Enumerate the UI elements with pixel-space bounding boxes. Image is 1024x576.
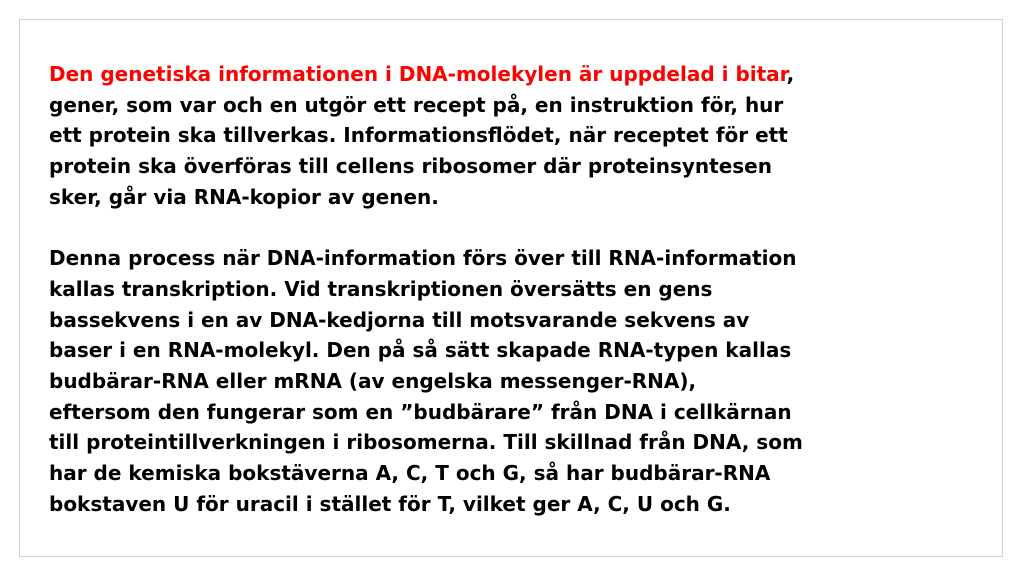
paragraph1-line-4: protein ska överföras till cellens ribosomer där proteinsyntesen bbox=[49, 154, 772, 179]
paragraph2-line-9: bokstaven U för uracil i stället för T, vilket ger A, C, U och G. bbox=[49, 491, 731, 516]
paragraph1-line-1-rest: , bbox=[786, 62, 795, 86]
paragraph-genetic-information bbox=[49, 59, 989, 213]
paragraph2-line-2: kallas transkription. Vid transkriptionen översätts en gens bbox=[49, 276, 713, 301]
paragraph2-line-7: till proteintillverkningen i ribosomerna. Till skillnad från DNA, som bbox=[49, 430, 803, 455]
paragraph2-line-5: budbärar-RNA eller mRNA (av engelska messenger-RNA), bbox=[49, 369, 697, 394]
paragraph-transcription bbox=[49, 243, 989, 519]
paragraph1-line-1 bbox=[49, 59, 989, 90]
paragraph2-line-8: har de kemiska bokstäverna A, C, T och G, så har budbärar-RNA bbox=[49, 461, 771, 486]
slide-body bbox=[49, 59, 989, 520]
paragraph1-line-3: ett protein ska tillverkas. Informationsflödet, när receptet för ett bbox=[49, 123, 788, 148]
highlighted-phrase: Den genetiska informationen i DNA-molekylen är uppdelad i bitar bbox=[49, 62, 787, 86]
paragraph2-line-4: baser i en RNA-molekyl. Den på så sätt skapade RNA-typen kallas bbox=[49, 338, 792, 363]
slide-frame bbox=[19, 19, 1003, 557]
paragraph2-line-6: eftersom den fungerar som en ”budbärare” från DNA i cellkärnan bbox=[49, 399, 792, 424]
paragraph1-line-2: gener, som var och en utgör ett recept på, en instruktion för, hur bbox=[49, 92, 784, 117]
paragraph1-line-5: sker, går via RNA-kopior av genen. bbox=[49, 184, 439, 209]
paragraph2-line-3: bassekvens i en av DNA-kedjorna till motsvarande sekvens av bbox=[49, 307, 750, 332]
paragraph2-line-1: Denna process när DNA-information förs över till RNA-information bbox=[49, 246, 797, 271]
